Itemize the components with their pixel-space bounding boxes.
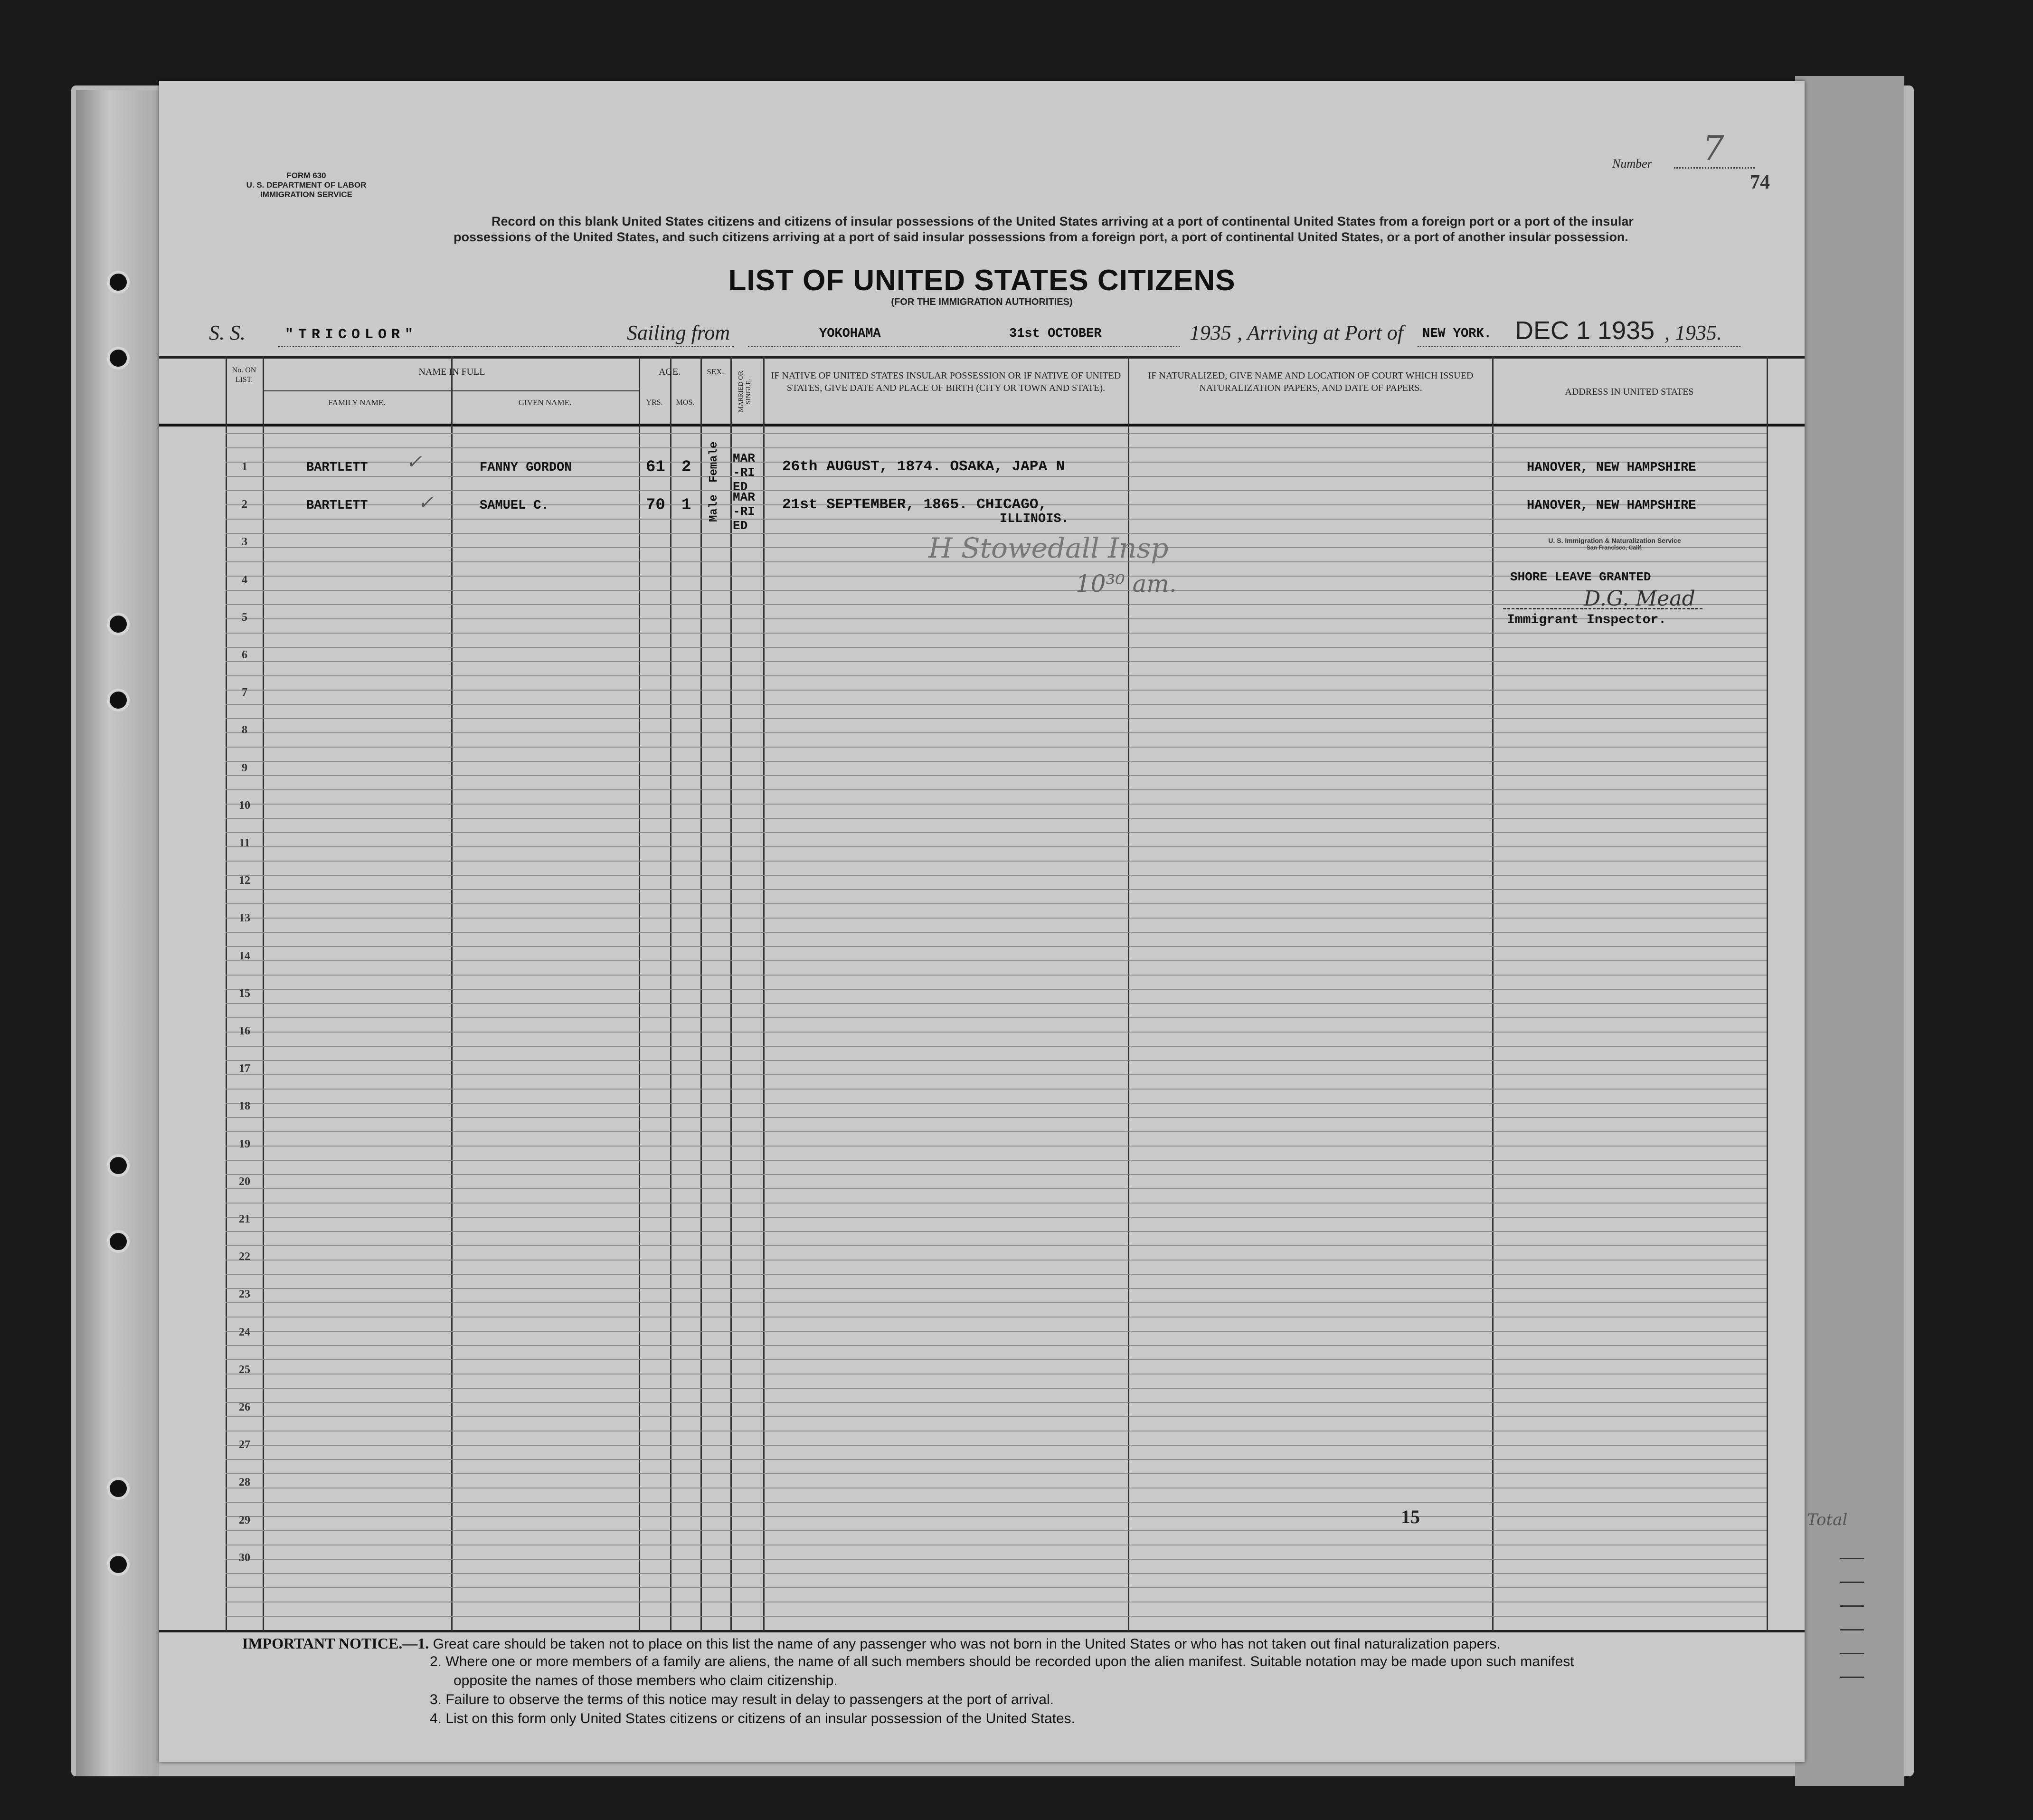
tally-line xyxy=(1840,1605,1864,1607)
row-rule xyxy=(226,1274,1767,1275)
immigrant-inspector: Immigrant Inspector. xyxy=(1507,613,1667,627)
signature-line xyxy=(1503,608,1702,609)
row-number: 6 xyxy=(242,649,247,661)
row-rule xyxy=(226,1117,1767,1118)
ship-name: "TRICOLOR" xyxy=(285,327,418,343)
row-rule xyxy=(226,818,1767,819)
sailing-from-label: Sailing from xyxy=(627,321,730,344)
header-address: ADDRESS IN UNITED STATES xyxy=(1565,387,1694,397)
header-sex: SEX. xyxy=(707,367,724,376)
entry-2-married: MAR-RIED xyxy=(733,490,755,533)
form-header xyxy=(207,171,406,199)
row-number: 8 xyxy=(242,724,247,737)
number-handwritten: 7 xyxy=(1702,128,1724,168)
row-rule xyxy=(226,690,1767,691)
entry-1-birth: 26th AUGUST, 1874. OSAKA, JAPA N xyxy=(782,458,1065,475)
row-rule xyxy=(226,1302,1767,1303)
number-label: Number xyxy=(1612,157,1652,171)
tally-line xyxy=(1840,1558,1864,1559)
entry-1-yrs: 61 xyxy=(646,458,665,476)
notice-item-2b: opposite the names of those members who claim citizenship. xyxy=(454,1673,838,1688)
header-given-name: GIVEN NAME. xyxy=(518,398,572,407)
row-rule xyxy=(226,661,1767,662)
row-rule xyxy=(226,704,1767,705)
row-number: 18 xyxy=(239,1100,250,1113)
row-number: 10 xyxy=(239,799,250,812)
row-number: 25 xyxy=(239,1363,250,1376)
arrival-date-stamp: DEC 1 1935 xyxy=(1515,316,1655,345)
row-rule xyxy=(226,1146,1767,1147)
row-rule xyxy=(226,1017,1767,1018)
row-number: 15 xyxy=(239,987,250,1000)
immigration-stamp xyxy=(1508,537,1721,551)
row-rule xyxy=(226,960,1767,961)
binder-hole xyxy=(107,347,130,370)
row-rule xyxy=(226,590,1767,591)
tally-line xyxy=(1840,1582,1864,1583)
entry-1-given: FANNY GORDON xyxy=(480,461,572,475)
row-rule xyxy=(226,1074,1767,1075)
row-rule xyxy=(226,1245,1767,1246)
binder-hole xyxy=(107,689,130,711)
header-mos: MOS. xyxy=(676,398,695,407)
row-rule xyxy=(226,1260,1767,1261)
entry-2-birth: 21st SEPTEMBER, 1865. CHICAGO, xyxy=(782,496,1048,513)
port-from-line xyxy=(748,346,1180,347)
header-subrule xyxy=(263,390,639,391)
row-rule xyxy=(226,875,1767,876)
header-name-in-full: NAME IN FULL xyxy=(418,367,485,377)
table-header-rule xyxy=(159,424,1805,427)
row-number: 3 xyxy=(242,536,247,549)
entry-2-address: HANOVER, NEW HAMPSHIRE xyxy=(1527,499,1696,513)
date-from: 31st OCTOBER xyxy=(1009,327,1102,341)
tally-line xyxy=(1840,1629,1864,1630)
row-number: 14 xyxy=(239,949,250,962)
row-rule xyxy=(226,1231,1767,1232)
row-number: 23 xyxy=(239,1288,250,1301)
notice-text-1: Great care should be taken not to place on this list the name of any passenger who was not born in the United States or who has not taken out final naturalization papers. xyxy=(433,1636,1501,1652)
row-rule xyxy=(226,889,1767,890)
row-rule xyxy=(226,647,1767,648)
number-stamp: 74 xyxy=(1750,171,1770,193)
row-rule xyxy=(226,1331,1767,1332)
row-rule xyxy=(226,1359,1767,1360)
inspector-initials: D.G. Mead xyxy=(1584,587,1695,611)
tally-line xyxy=(1840,1653,1864,1654)
row-number: 19 xyxy=(239,1138,250,1150)
header-naturalized: IF NATURALIZED, GIVE NAME AND LOCATION OF COURT WHICH ISSUED NATURALIZATION PAPERS, AND DATE OF PAPERS. xyxy=(1148,370,1474,393)
row-rule xyxy=(226,1089,1767,1090)
inspection-time: 10³⁰ am. xyxy=(1076,570,1177,597)
page-title: LIST OF UNITED STATES CITIZENS xyxy=(728,264,1236,297)
arriving-label: , Arriving at Port of xyxy=(1237,321,1403,344)
row-rule xyxy=(226,1616,1767,1617)
row-number: 29 xyxy=(239,1514,250,1526)
port-to-line xyxy=(1418,346,1740,347)
notice-item-3: 3. Failure to observe the terms of this notice may result in delay to passengers at the port of arrival. xyxy=(430,1692,1054,1707)
header-yrs: YRS. xyxy=(646,398,663,407)
entry-1-sex: Female xyxy=(708,441,720,483)
tally-line xyxy=(1840,1677,1864,1678)
entry-2-yrs: 70 xyxy=(646,496,665,514)
row-rule xyxy=(226,1473,1767,1474)
department: U. S. DEPARTMENT OF LABOR xyxy=(246,180,367,190)
row-rule xyxy=(226,1573,1767,1574)
row-number: 5 xyxy=(242,611,247,624)
entry-1-address: HANOVER, NEW HAMPSHIRE xyxy=(1527,461,1696,475)
entry-1-mos: 2 xyxy=(681,458,691,476)
row-number: 2 xyxy=(242,498,247,511)
row-rule xyxy=(226,1046,1767,1047)
entry-2-given: SAMUEL C. xyxy=(480,499,549,513)
row-number: 17 xyxy=(239,1062,250,1075)
form-number: FORM 630 xyxy=(286,171,326,180)
row-number: 7 xyxy=(242,686,247,699)
row-rule xyxy=(226,1502,1767,1503)
header-age: AGE. xyxy=(658,367,681,377)
row-rule xyxy=(226,1317,1767,1318)
row-rule xyxy=(226,946,1767,947)
row-number: 13 xyxy=(239,912,250,925)
binder-edge xyxy=(76,90,159,1776)
row-rule xyxy=(226,832,1767,833)
row-rule xyxy=(226,433,1767,434)
port-from: YOKOHAMA xyxy=(819,327,881,341)
row-rule xyxy=(226,1402,1767,1403)
row-rule xyxy=(226,490,1767,491)
row-rule xyxy=(226,633,1767,634)
page-count: 15 xyxy=(1401,1506,1420,1527)
row-rule xyxy=(226,1060,1767,1061)
row-rule xyxy=(226,1103,1767,1104)
entry-2-sex: Male xyxy=(708,494,720,522)
table-top-rule xyxy=(159,356,1805,359)
header-native: IF NATIVE OF UNITED STATES INSULAR POSSESSION OR IF NATIVE OF UNITED STATES, GIVE DATE AND PLACE OF BIRTH (CITY OR TOWN AND STATE). xyxy=(771,370,1121,393)
row-rule xyxy=(226,1003,1767,1004)
row-rule xyxy=(226,1160,1767,1161)
total-label: Total xyxy=(1807,1510,1848,1529)
row-rule xyxy=(226,1587,1767,1588)
row-rule xyxy=(226,732,1767,733)
row-rule xyxy=(226,975,1767,976)
row-rule xyxy=(226,1288,1767,1289)
row-rule xyxy=(226,1445,1767,1446)
binder-hole xyxy=(107,613,130,635)
citizens-list-form xyxy=(159,81,1848,1762)
row-number: 22 xyxy=(239,1251,250,1263)
notice-item-1 xyxy=(242,1635,1501,1652)
form-instructions: Record on this blank United States citizens and citizens of insular possessions of the United States arriving at a port of continental United States from a foreign port or a port of the insular possessions of the United States, and such citizens arriving at a port of said insular possessions from a foreign port, a port of continental United States, or a port of another insular possession. xyxy=(454,214,1634,244)
service: IMMIGRATION SERVICE xyxy=(260,190,352,199)
year-from: 1935 xyxy=(1190,321,1231,344)
row-rule xyxy=(226,1559,1767,1560)
row-number: 21 xyxy=(239,1213,250,1225)
binder-hole xyxy=(107,1154,130,1177)
row-rule xyxy=(226,747,1767,748)
row-rule xyxy=(226,761,1767,762)
notice-lead: IMPORTANT NOTICE.—1. xyxy=(242,1635,429,1652)
stamp-line2: San Francisco, Calif. xyxy=(1586,544,1643,551)
row-rule xyxy=(226,1131,1767,1132)
row-rule xyxy=(226,789,1767,790)
row-number: 4 xyxy=(242,573,247,586)
row-rule xyxy=(226,775,1767,776)
header-married-single: MARRIED OR SINGLE. xyxy=(738,370,752,413)
row-rule xyxy=(226,447,1767,448)
row-number: 28 xyxy=(239,1476,250,1489)
binder-hole xyxy=(107,1230,130,1253)
row-number: 26 xyxy=(239,1401,250,1413)
row-rule xyxy=(226,519,1767,520)
entry-2-family: BARTLETT xyxy=(306,499,368,513)
entry-2-birth-cont: ILLINOIS. xyxy=(1000,512,1069,526)
binder-hole xyxy=(107,271,130,294)
header-family-name: FAMILY NAME. xyxy=(328,398,386,407)
column-divider xyxy=(1767,356,1768,1631)
row-rule xyxy=(226,604,1767,605)
row-rule xyxy=(226,1345,1767,1346)
row-number: 11 xyxy=(239,837,250,849)
row-number: 20 xyxy=(239,1175,250,1188)
row-rule xyxy=(226,1530,1767,1531)
inspector-signature: H Stowedall Insp xyxy=(928,532,1169,564)
right-sheet-edge xyxy=(1795,76,1904,1786)
notice-item-2a: 2. Where one or more members of a family are aliens, the name of all such members should be recorded upon the alien manifest. Suitable notation may be made upon such manifest xyxy=(430,1654,1574,1669)
row-rule xyxy=(226,1203,1767,1204)
row-rule xyxy=(226,1516,1767,1517)
row-number: 24 xyxy=(239,1326,250,1338)
row-rule xyxy=(226,718,1767,719)
row-number: 30 xyxy=(239,1551,250,1564)
row-rule xyxy=(226,861,1767,862)
binder-hole xyxy=(107,1477,130,1500)
ss-label: S. S. xyxy=(209,321,246,344)
row-rule xyxy=(226,1217,1767,1218)
year-to: , 1935. xyxy=(1664,321,1722,344)
row-number: 16 xyxy=(239,1025,250,1037)
port-to: NEW YORK. xyxy=(1422,327,1492,341)
row-rule xyxy=(226,903,1767,904)
row-rule xyxy=(226,932,1767,933)
row-rule xyxy=(226,804,1767,805)
table-bottom-rule xyxy=(159,1630,1805,1632)
row-number: 27 xyxy=(239,1439,250,1451)
row-number: 1 xyxy=(242,461,247,473)
header-no: No. ON LIST. xyxy=(232,366,256,384)
check-mark: ✓ xyxy=(418,492,434,513)
row-rule xyxy=(226,675,1767,676)
entry-1-married: MAR-RIED xyxy=(733,451,755,494)
row-rule xyxy=(226,918,1767,919)
entry-2-mos: 1 xyxy=(681,496,691,514)
row-rule xyxy=(226,846,1767,847)
row-rule xyxy=(226,1188,1767,1189)
entry-1-family: BARTLETT xyxy=(306,461,368,475)
check-mark: ✓ xyxy=(406,451,422,473)
binder-hole xyxy=(107,1553,130,1576)
row-number: 9 xyxy=(242,761,247,774)
row-rule xyxy=(226,1459,1767,1460)
row-rule xyxy=(226,476,1767,477)
row-number: 12 xyxy=(239,874,250,887)
row-rule xyxy=(226,1416,1767,1417)
row-rule xyxy=(226,1388,1767,1389)
row-rule xyxy=(226,1174,1767,1175)
row-rule xyxy=(226,989,1767,990)
shore-leave: SHORE LEAVE GRANTED xyxy=(1510,570,1651,584)
page-subtitle: (FOR THE IMMIGRATION AUTHORITIES) xyxy=(891,297,1073,307)
row-rule xyxy=(226,1032,1767,1033)
notice-item-4: 4. List on this form only United States citizens or citizens of an insular possession of the United States. xyxy=(430,1711,1076,1726)
stamp-line1: U. S. Immigration & Naturalization Service xyxy=(1548,537,1681,544)
